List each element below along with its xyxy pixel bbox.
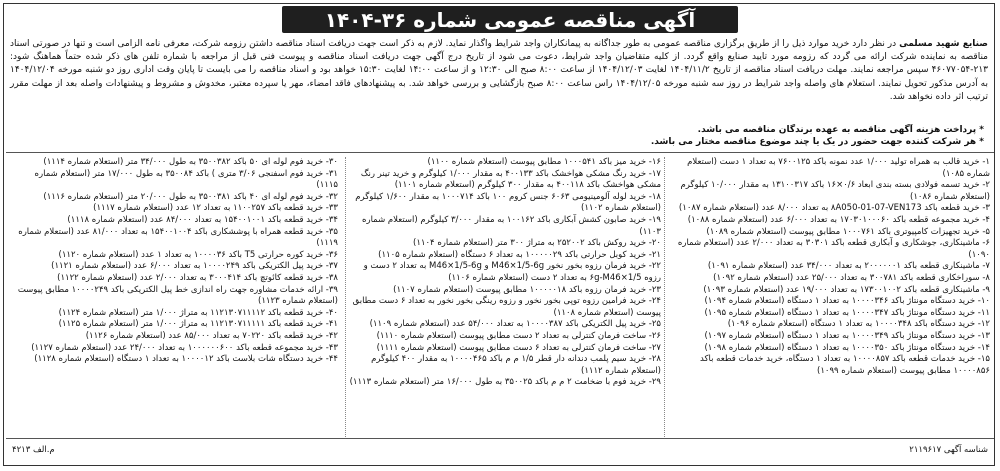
footer — [6, 438, 994, 461]
tender-item: ۴۰- خرید قطعه باکد ۱۱۲۱۳۰۷۱۱۱۱۲ به متراژ ۱/۰۰۰ متر (استعلام شماره ۱۱۲۴) — [58, 307, 338, 318]
tender-item: ۴۴- خرید دستگاه شات بلاست باکد ۱۰۰۰۰۱۲ به تعداد ۱ دستگاه (استعلام شماره ۱۱۲۸) — [34, 354, 338, 365]
tender-item: ۳۳- خرید قطعه باکد ۱۱۰۰۲۵۷ به تعداد ۱۲ عدد (استعلام شماره ۱۱۱۷) — [93, 203, 338, 214]
tender-item: ۳۲- خرید فوم لوله ای ۴۰ باکد ۳۵۰۰۳۸۱ به طول ۲۰/۰۰۰ متر (استعلام شماره ۱۱۱۶) — [43, 191, 338, 202]
tender-item: ۱- خرید قالب به همراه تولید ۱/۰۰۰ عدد نمونه باکد ۷۶۰۰۱۲۵ به تعداد ۱ دست (استعلام شماره ۱۰۸۵) — [687, 157, 990, 179]
tender-item: ۴۳- خرید مجموعه قطعه باکد ۱۰۰۰۰۰۰۶۰۰ به تعداد ۲۴/۰۰۰ عدد (استعلام شماره ۱۱۲۷) — [31, 342, 338, 353]
tender-item: ۶- ماشینکاری، جوشکاری و آبکاری قطعه باکد ۳۰۳۰۱ به تعداد ۲/۰۰۰ عدد (استعلام شماره ۱۰۹۰) — [677, 238, 990, 260]
tender-item: ۳۷- خرید پیل الکتریکی باکد ۱۰۰۰۰۲۴۹ به تعداد ۶/۰۰۰ عدد (استعلام شماره ۱۱۲۱) — [51, 261, 338, 272]
intro-text: در نظر دارد خرید موارد ذیل را از طریق برگزاری مناقصه عمومی به طور جداگانه به پیمانکاران واجد شرایط واگذار نماید. لازم به ذکر است جهت دریافت اسناد مناقصه داشتن رزومه شرکت، معرفی نامه الزامی است و تنها در صورتی اسناد مناقصه به نماینده شرکت ارائه می گردد که رزومه مورد تایید صنایع واقع گردد. از کلیه متقاضیان واجد شرایط، دعوت می شود از تاریخ درج آگهی جهت دریافت اسناد مناقصه و پیوست فنی قبل از مراجعه با شماره تلفن های ذکر شده حتماً هماهنگ شود: ۲۱۳-۴۶۰۷۷۰۵۴ سپس مراجعه نمایند. مهلت دریافت اسناد مناقصه از تاریخ ۱۴۰۴/۱۱/۲ لغایت ۱۴۰۴/۱۲/۰۳ از ساعت ۸:۰۰ صبح الی ۱۲:۳۰ و از ساعت ۱۴:۰۰ لغایت ۱۵:۳۰ خواهد بود و اسناد مناقصه را می بایست تا پایان وقت اداری روز دو شنبه مورخه ۱۴۰۴/۱۲/۰۴ به آدرس مذکور تحویل نمایند. استعلام های واصله واجد شرایط در روز سه شنبه مورخه ۱۴۰۴/۱۲/۰۵ راس ساعت ۸:۰۰ صبح بازگشایی و بررسی خواهد شد. به پیشنهادهای فاقد امضاء، مهر یا سپرده معتبر، مخدوش و مشروط و پیشنهادات واصله بعد از مهلت مقرر ترتیب اثر داده نخواهد شد. — [10, 39, 989, 102]
tender-item: ۱۳- خرید دستگاه مونتاژ باکد ۱۰۰۰۰۳۴۹ به تعداد ۱ دستگاه (استعلام شماره ۱۰۹۷) — [704, 330, 990, 341]
tender-item: ۱۷- خرید رنگ مشکی هواخشک باکد ۴۰۰۱۳۳ به مقدار ۱/۰۰۰ کیلوگرم و خرید تینر رنگ مشکی هواخشک باکد ۴۰۰۱۱۸ به مقدار ۳۰۰ کیلوگرم (استعلام شماره ۱۱۰۱) — [360, 168, 661, 191]
tender-item: ۲۵- خرید پیل الکتریکی باکد ۱۰۰۰۰۳۸۷ به تعداد ۵۴/۰۰۰ عدد (استعلام شماره ۱۱۰۹) — [369, 319, 661, 330]
tender-item: ۱۹- خرید صابون کشش آبکاری باکد ۱۰۰۱۶۲ به مقدار ۳/۰۰۰ کیلوگرم (استعلام شماره ۱۱۰۳) — [362, 214, 661, 237]
tender-item: ۱۱- خرید دستگاه مونتاژ باکد ۱۰۰۰۰۳۴۷ به تعداد ۱ دستگاه (استعلام شماره ۱۰۹۵) — [704, 307, 990, 318]
tender-item: ۲- خرید تسمه فولادی بسته بندی ابعاد ۰/۶×۱۶ باکد ۱۳۱۰۰۳۱۷ به مقدار ۱۰/۰۰۰ کیلوگرم (استعلام شماره ۱۰۸۶) — [680, 180, 990, 202]
tender-item: ۲۷- ساخت فرمان کنترلی به تعداد ۶ دست مطابق پیوست (استعلام شماره ۱۱۱۱) — [376, 342, 661, 353]
tender-item: ۱۲- خرید دستگاه باکد ۱۰۰۰۰۳۴۸ به تعداد ۱ دستگاه (استعلام شماره ۱۰۹۶) — [727, 319, 990, 330]
items-column-middle — [345, 157, 665, 439]
tender-item: ۴- خرید مجموعه قطعه باکد ۱۷۰۳۰۱۰۰۰۶۰ به تعداد ۶/۰۰۰ عدد (استعلام شماره ۱۰۸۸) — [687, 214, 990, 225]
tender-item: ۳۶- خرید کوره حرارتی T5 باکد ۱۰۰۰۰۳۶ به تعداد ۱ عدد (استعلام شماره ۱۱۲۰) — [58, 249, 338, 260]
tender-item: ۲۹- خرید فوم با ضخامت ۲ م م باکد ۳۵۰۰۲۵ به طول ۱۶/۰۰۰ متر (استعلام شماره ۱۱۱۳) — [349, 377, 661, 388]
tender-item: ۱۸- خرید لوله آلومینیومی ۶۰۶۳ جنس کروم ۱۰۰ باکد ۱۰۰۰۷۱۴ به مقدار ۱/۶۰۰ کیلوگرم (استعلام شماره ۱۱۰۲) — [355, 191, 661, 214]
notes — [10, 124, 984, 148]
tender-item: ۱۵- خرید خدمات قطعه باکد ۱۰۰۰۰۸۵۷ به تعداد ۱ دستگاه، خرید خدمات قطعه باکد ۱۰۰۰۰۸۵۶ مطابق پیوست (استعلام شماره ۱۰۹۹) — [700, 354, 990, 376]
items-column-left — [12, 157, 338, 439]
tender-item: ۲۴- خرید فرامین رزوه توپی بخور نخور و رزوه رینگی بخور نخور به تعداد ۶ دست مطابق پیوست (استعلام شماره ۱۱۰۸) — [352, 296, 661, 318]
tender-item: ۲۱- خرید کوبل حرارتی باکد ۱۰۰۰۰۰۲۹ به تعداد ۶ دستگاه (استعلام شماره ۱۱۰۵) — [378, 249, 661, 260]
intro-paragraph — [10, 38, 988, 104]
company-name: صنایع شهید مسلمی — [899, 39, 988, 49]
reference-code: م.الف ۴۲۱۳ — [12, 445, 55, 455]
tender-item: ۱۶- خرید میز باکد ۱۰۰۰۵۴۱ مطابق پیوست (استعلام شماره ۱۱۰۰) — [427, 157, 661, 167]
tender-item: ۲۰- خرید روکش باکد ۲۵۲۰۰۲ به متراژ ۳۰۰ متر (استعلام شماره ۱۱۰۴) — [413, 238, 661, 249]
note-item: * هر شرکت کننده جهت حضور در یک یا چند موضوع مناقصه مختار می باشد. — [650, 137, 984, 147]
tender-item: ۳۱- خرید فوم اسفنجی ۳/۰۶ متری ) باکد ۳۵۰۰۸۴ به طول ۱۷/۰۰۰ متر (استعلام شماره ۱۱۱۵) — [34, 168, 338, 191]
tender-item: ۷- ماشینکاری قطعه باکد ۲۰۰۰۰۰۰۱ به تعداد ۳۴/۰۰۰ عدد (استعلام شماره ۱۰۹۱) — [707, 261, 990, 272]
tender-item: ۳۹- ارائه خدمات مشاوره جهت راه اندازی خط پیل الکتریکی باکد ۱۰۰۰۰۲۴۹ مطابق پیوست (استعلام شماره ۱۱۲۳) — [17, 284, 338, 307]
title-banner — [282, 6, 738, 33]
tender-item: ۱۰- خرید دستگاه مونتاژ باکد ۱۰۰۰۰۳۴۶ به تعداد ۱ دستگاه (استعلام شماره ۱۰۹۴) — [704, 296, 990, 307]
note-item: * پرداخت هزینه آگهی مناقصه به عهده برندگان مناقصه می باشد. — [697, 125, 984, 135]
tender-item: ۱۴- خرید دستگاه مونتاژ باکد ۱۰۰۰۰۳۵۰ به تعداد ۱ دستگاه (استعلام شماره ۱۰۹۸) — [704, 342, 990, 353]
tender-item: ۲۶- ساخت فرمان کنترلی به تعداد ۲ دست مطابق پیوست (استعلام شماره ۱۱۱۰) — [376, 330, 661, 341]
ad-id: شناسه آگهی ۲۱۱۹۶۱۷ — [909, 445, 988, 455]
divider — [6, 152, 994, 153]
tender-item: ۲۳- خرید فرمان رزوه باکد ۱۰۰۰۰۰۱۸ مطابق پیوست (استعلام شماره ۱۱۰۷) — [393, 284, 661, 295]
tender-item: ۸- سوراخکاری قطعه باکد ۳۰۰۷۸۱ به تعداد ۲۵/۰۰۰ عدد (استعلام شماره ۱۰۹۲) — [713, 272, 990, 283]
tender-item: ۳۴- خرید قطعه باکد ۱۵۴۰۰۱۰۰۱ به تعداد ۸۴/۰۰۰ عدد (استعلام شماره ۱۱۱۸) — [67, 214, 338, 225]
tender-item: ۲۸- خرید سیم پلمب دندانه دار قطر ۱/۵ م م باکد ۱۰۰۰۰۴۶۵ به مقدار ۴۰۰ کیلوگرم (استعلام شماره ۱۱۱۲) — [371, 354, 661, 376]
tender-item: ۵- خرید تجهیزات کامپیوتری باکد ۱۰۰۰۷۶۱ مطابق پیوست (استعلام شماره ۱۰۸۹) — [706, 226, 990, 237]
page-title: آگهی مناقصه عمومی شماره ۳۶-۱۴۰۴ — [324, 8, 696, 32]
tender-item: ۲۲- خرید فرمان رزوه بخور نخور M46×1/5-6g و M46×1/5-6g به تعداد ۲ دست و رزوه ۶g-M46×1/5 به تعداد ۲ دست (استعلام شماره ۱۱۰۶) — [363, 261, 661, 283]
tender-item: ۳۰- خرید فوم لوله ای ۵۰ باکد ۳۵۰۰۳۸۲ به طول ۳۴/۰۰۰ متر (استعلام شماره ۱۱۱۴) — [43, 157, 338, 167]
tender-item: ۴۱- خرید قطعه باکد ۱۱۲۱۳۰۷۱۱۱۱۱ به متراژ ۱/۰۰۰ متر (استعلام شماره ۱۱۲۵) — [58, 319, 338, 330]
tender-item: ۳۸- خرید قطعه کائوتچ باکد ۳۰۰۰۴۱۴ به تعداد ۲/۰۰۰ عدد (استعلام شماره ۱۱۲۲) — [57, 272, 338, 283]
tender-item: ۳- خرید قطعه باکد ۸A050-01-07-VEN173 به تعداد ۸/۰۰۰ عدد (استعلام شماره ۱۰۸۷) — [678, 203, 990, 214]
items-column-right — [672, 157, 990, 439]
tender-item: ۹- ماشینکاری قطعه باکد ۱۷۳۰۰۱۰۰۲ به تعداد ۱۹/۰۰۰ عدد (استعلام شماره ۱۰۹۳) — [703, 284, 990, 295]
tender-item: ۴۲- خرید قطعه باکد ۷۰۲۲۰ به تعداد ۸۵/۰۰۰ عدد (استعلام شماره ۱۱۲۶) — [85, 330, 338, 341]
tender-item: ۳۵- خرید قطعه همراه با پوششکاری باکد ۱۵۴۰۰۱۰۰۴ به تعداد ۸۱/۰۰۰ عدد (استعلام شماره ۱۱۱۹) — [18, 226, 338, 249]
